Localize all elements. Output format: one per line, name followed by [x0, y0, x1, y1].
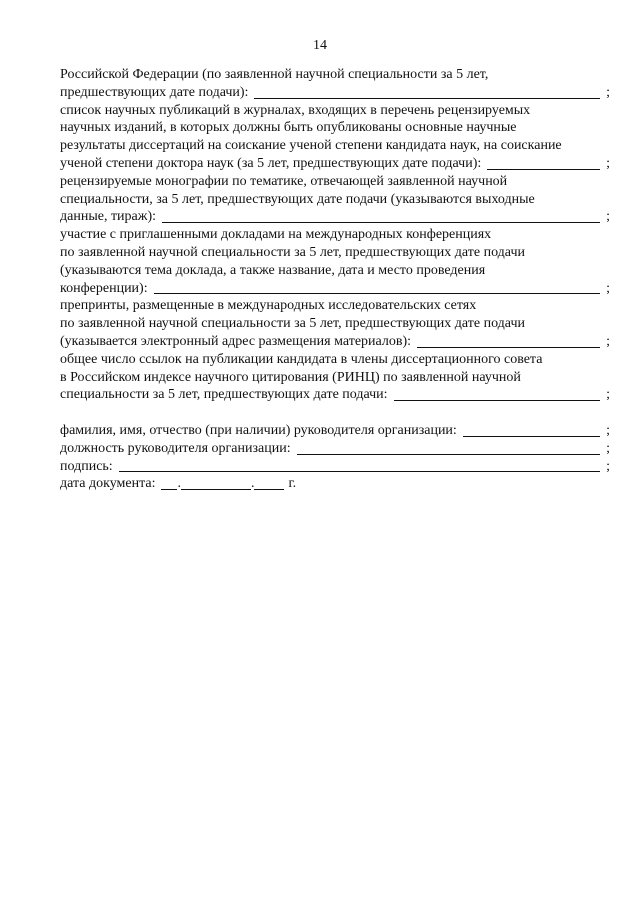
line-4: [60, 119, 610, 137]
fill-in-blank-preprints[interactable]: [417, 347, 600, 348]
line-text: общее число ссылок на публикации кандидата в члены диссертационного совета: [60, 351, 543, 367]
semicolon: ;: [606, 280, 610, 296]
semicolon: ;: [606, 155, 610, 171]
line-7: [60, 173, 610, 191]
year-suffix: г.: [288, 476, 297, 492]
signature-line: [60, 458, 610, 476]
line-text: ученой степени доктора наук (за 5 лет, предшествующих дате подачи):: [60, 155, 482, 171]
signature-field[interactable]: [119, 471, 600, 472]
line-9: [60, 208, 610, 226]
line-text: (указывается электронный адрес размещения материалов):: [60, 333, 412, 349]
line-18: [60, 369, 610, 387]
line-5: [60, 137, 610, 155]
line-text: результаты диссертаций на соискание ученой степени кандидата наук, на соискание: [60, 138, 562, 154]
semicolon: ;: [606, 84, 610, 100]
line-16: [60, 333, 610, 351]
line-19: [60, 386, 610, 404]
fill-in-blank-publications-count[interactable]: [254, 98, 600, 99]
line-text: рецензируемые монографии по тематике, отвечающей заявленной научной: [60, 173, 508, 189]
semicolon: ;: [606, 458, 610, 474]
line-text: в Российском индексе научного цитирования (РИНЦ) по заявленной научной: [60, 369, 521, 385]
line-text: участие с приглашенными докладами на международных конференциях: [60, 227, 492, 243]
fill-in-blank-rinc-citations[interactable]: [394, 400, 600, 401]
date-day-field[interactable]: [161, 489, 177, 490]
line-text: список научных публикаций в журналах, входящих в перечень рецензируемых: [60, 102, 531, 118]
date-year-field[interactable]: [254, 489, 284, 490]
line-text: препринты, размещенные в международных исследовательских сетях: [60, 298, 477, 314]
fill-in-blank-journal-publications[interactable]: [487, 169, 600, 170]
semicolon: ;: [606, 333, 610, 349]
line-17: [60, 351, 610, 369]
line-6: [60, 155, 610, 173]
date-separator: .: [177, 476, 181, 492]
fill-in-blank-monographs[interactable]: [162, 222, 600, 223]
date-label: дата документа:: [60, 476, 156, 492]
line-text: научных изданий, в которых должны быть опубликованы основные научные: [60, 120, 517, 136]
fill-in-blank-conferences[interactable]: [154, 293, 600, 294]
document-date-line: [60, 475, 610, 493]
semicolon: ;: [606, 422, 610, 438]
line-text: данные, тираж):: [60, 209, 156, 225]
line-text: специальности, за 5 лет, предшествующих дате подачи (указываются выходные: [60, 191, 535, 207]
head-position-field[interactable]: [297, 454, 600, 455]
line-2: [60, 84, 610, 102]
line-text: по заявленной научной специальности за 5 лет, предшествующих дате подачи: [60, 244, 525, 260]
line-3: [60, 102, 610, 120]
page-number: 14: [313, 38, 327, 53]
head-name-line: [60, 422, 610, 440]
line-12: [60, 262, 610, 280]
line-13: [60, 280, 610, 298]
line-10: [60, 226, 610, 244]
document-body: [60, 66, 610, 493]
line-15: [60, 315, 610, 333]
line-text: (указываются тема доклада, а также название, дата и место проведения: [60, 262, 486, 278]
date-month-field[interactable]: [181, 489, 251, 490]
line-text: по заявленной научной специальности за 5 лет, предшествующих дате подачи: [60, 316, 525, 332]
semicolon: ;: [606, 440, 610, 456]
line-14: [60, 297, 610, 315]
semicolon: ;: [606, 387, 610, 403]
line-1: [60, 66, 610, 84]
line-text: специальности за 5 лет, предшествующих дате подачи:: [60, 387, 388, 403]
section-spacer: [60, 404, 610, 422]
line-8: [60, 191, 610, 209]
line-11: [60, 244, 610, 262]
line-text: конференции):: [60, 280, 148, 296]
date-separator: .: [250, 476, 255, 492]
signature-label: подпись:: [60, 458, 113, 474]
head-name-label: фамилия, имя, отчество (при наличии) руководителя организации:: [60, 422, 457, 438]
line-text: предшествующих дате подачи):: [60, 84, 249, 100]
line-text: Российской Федерации (по заявленной научной специальности за 5 лет,: [60, 67, 489, 82]
head-position-line: [60, 440, 610, 458]
head-name-field[interactable]: [463, 436, 600, 437]
head-position-label: должность руководителя организации:: [60, 440, 291, 456]
semicolon: ;: [606, 209, 610, 225]
